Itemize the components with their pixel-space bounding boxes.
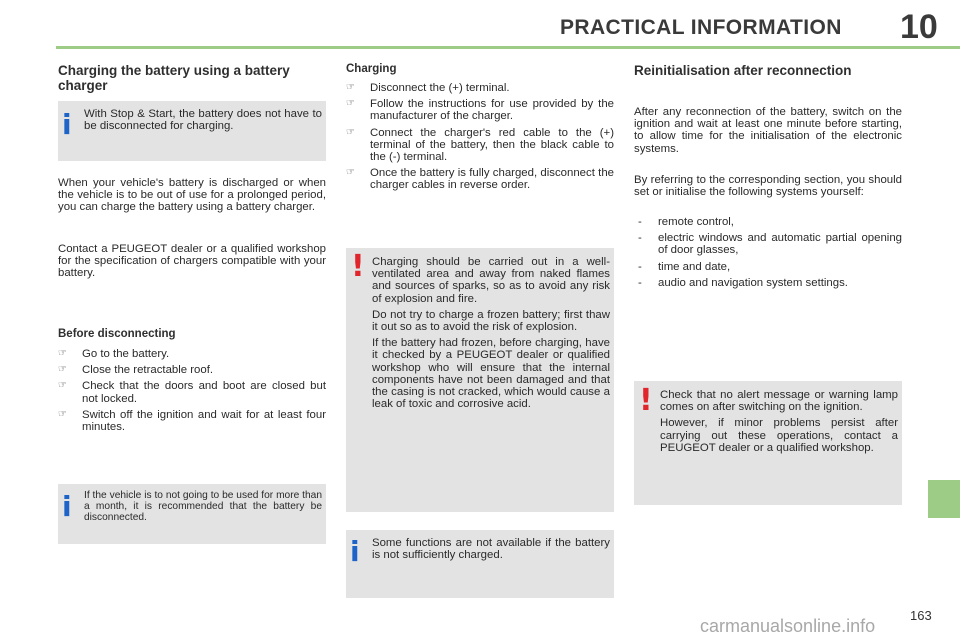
warning-text-charging [372, 256, 610, 414]
chapter-side-tab [928, 480, 960, 518]
warning-paragraph: Charging should be carried out in a well-ventilated area and away from naked flames and sources of sparks, so as to avoid any risk of explosion and fire. [372, 256, 610, 305]
before-disconnecting-list [58, 348, 326, 437]
list-item: ☞ Check that the doors and boot are closed but not locked. [58, 380, 326, 404]
chapter-number: 10 [900, 8, 938, 46]
section-heading-charging-battery: Charging the battery using a battery charger [58, 63, 290, 93]
paragraph-discharged: When your vehicle's battery is discharged or when the vehicle is to be out of use for a prolonged period, you can charge the battery using a battery charger. [58, 177, 326, 214]
section-heading-reinitialisation: Reinitialisation after reconnection [634, 63, 852, 78]
list-item: - audio and navigation system settings. [634, 277, 902, 289]
header-divider [56, 46, 960, 49]
page-header-title: PRACTICAL INFORMATION [560, 16, 842, 39]
section-heading-charging: Charging [346, 63, 397, 75]
page-number: 163 [910, 608, 932, 623]
info-text-functions: Some functions are not available if the battery is not sufficiently charged. [372, 537, 610, 562]
list-item: ☞ Switch off the ignition and wait for at least four minutes. [58, 409, 326, 433]
info-icon: i [62, 108, 72, 141]
list-item: - time and date, [634, 261, 902, 273]
paragraph-reconnection: After any reconnection of the battery, switch on the ignition and wait at least one minute before starting, to allow time for the initialisation of the electronic systems. [634, 106, 902, 155]
warning-paragraph: Do not try to charge a frozen battery; first thaw it out so as to avoid the risk of explosion. [372, 308, 610, 334]
warning-icon: ! [351, 249, 365, 284]
watermark: carmanualsonline.info [700, 616, 876, 636]
list-item: ☞ Follow the instructions for use provided by the manufacturer of the charger. [346, 98, 614, 122]
list-item: ☞ Connect the charger's red cable to the (+) terminal of the battery, then the black cable to the (-) terminal. [346, 127, 614, 164]
list-item: - remote control, [634, 216, 902, 228]
list-item: ☞ Once the battery is fully charged, disconnect the charger cables in reverse order. [346, 167, 614, 191]
warning-text-alert [660, 389, 898, 458]
warning-paragraph: However, if minor problems persist after carrying out these operations, contact a PEUGEOT dealer or a qualified workshop. [660, 417, 898, 454]
list-item: - electric windows and automatic partial opening of door glasses, [634, 232, 902, 256]
info-icon: i [62, 490, 72, 523]
info-text-disconnect-month: If the vehicle is to not going to be used for more than a month, it is recommended that the battery be disconnected. [84, 490, 322, 524]
warning-icon: ! [639, 383, 653, 418]
info-icon: i [350, 535, 360, 568]
info-text-stop-start: With Stop & Start, the battery does not have to be disconnected for charging. [84, 108, 322, 133]
list-item: ☞ Close the retractable roof. [58, 364, 326, 376]
warning-paragraph: If the battery had frozen, before charging, have it checked by a PEUGEOT dealer or qualified workshop who will ensure that the internal components have not been damaged and that the casing is not cracked, which would cause a leak of toxic and corrosive acid. [372, 337, 610, 411]
section-heading-before-disconnecting: Before disconnecting [58, 328, 176, 340]
systems-list [634, 216, 902, 293]
paragraph-contact-dealer: Contact a PEUGEOT dealer or a qualified workshop for the specification of chargers compatible with your battery. [58, 243, 326, 280]
list-item: ☞ Disconnect the (+) terminal. [346, 82, 614, 94]
warning-paragraph: Check that no alert message or warning lamp comes on after switching on the ignition. [660, 389, 898, 414]
paragraph-set-systems: By referring to the corresponding section, you should set or initialise the following systems yourself: [634, 174, 902, 199]
charging-steps-list [346, 82, 614, 196]
list-item: ☞ Go to the battery. [58, 348, 326, 360]
